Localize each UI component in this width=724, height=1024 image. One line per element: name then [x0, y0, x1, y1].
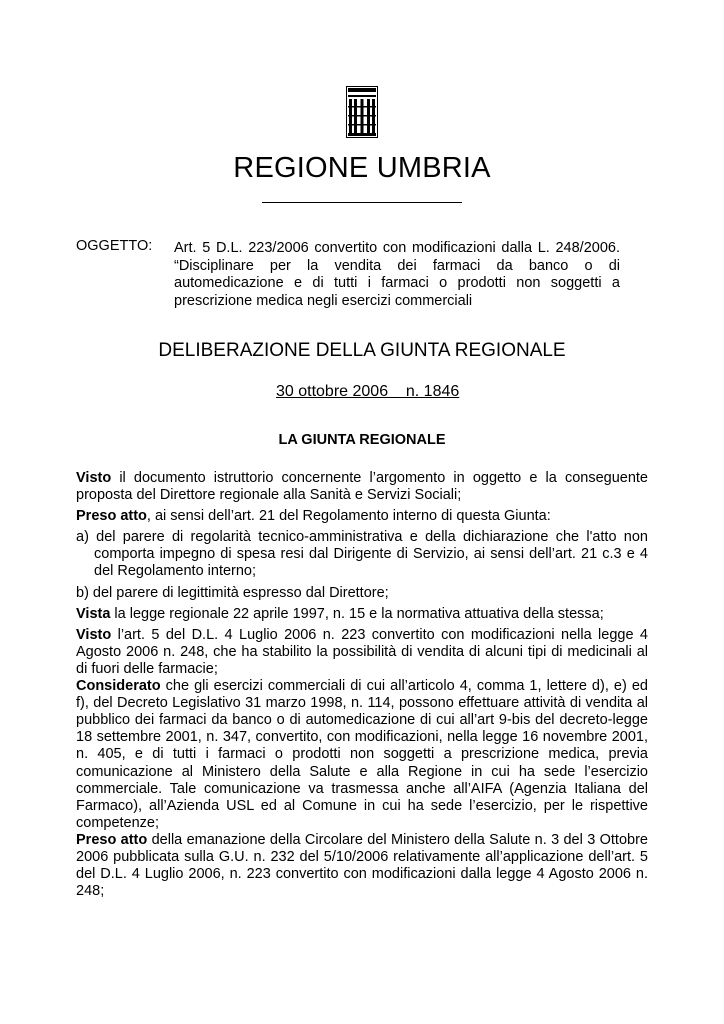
paragraph-item-b — [76, 585, 648, 602]
paragraph-text: a) del parere di regolarità tecnico-amministrativa e della dichiarazione che l'atto non comporta impegno di spesa resi dal Dirigente di Servizio, ai sensi dell’art. 21 c.3 e 4 del Regolamento interno; — [76, 529, 648, 580]
paragraph-text: della emanazione della Circolare del Ministero della Salute n. 3 del 3 Ottobre 2006 pubblicata sulla G.U. n. 232 del 5/10/2006 relativamente all’applicazione dell’art. 5 del D.L. 4 Luglio 2006, n. 223 convertito con modificazioni dalla legge 4 Agosto 2006 n. 248; — [76, 831, 648, 900]
paragraph-visto-art5 — [76, 627, 648, 678]
paragraph-item-a — [76, 529, 648, 580]
paragraph-lead: Preso atto — [76, 831, 148, 848]
paragraph-text: che gli esercizi commerciali di cui all’articolo 4, comma 1, lettere d), e) ed f), del Decreto Legislativo 31 marzo 1998, n. 114, possono effettuare attività di vendita al pubblico dei farmaci da banco o di automedicazione di cui all’art 9-bis del decreto-legge 18 settembre 2001, n. 347, convertito, con modificazioni, nella legge 16 novembre 2001, n. 405, e di tutti i farmaci o prodotti non soggetti a prescrizione medica, previa comunicazione al Ministero della Salute e alla Regione in cui ha sede l’esercizio commerciale. Tale comunicazione va trasmessa anche all’AIFA (Agenzia Italiana del Farmaco), all’Azienda USL ed al Comune in cui ha sede l’esercizio, per le rispettive competenze; — [76, 678, 648, 831]
paragraph-preso-atto-circolare — [76, 832, 648, 900]
region-emblem-icon — [346, 86, 378, 138]
paragraph-text: il documento istruttorio concernente l’argomento in oggetto e la conseguente proposta del Direttore regionale alla Sanità e Servizi Sociali; — [76, 470, 648, 504]
paragraph-lead: Visto — [76, 470, 112, 486]
title-underline-divider — [262, 202, 462, 203]
oggetto-text: Art. 5 D.L. 223/2006 convertito con modificazioni dalla L. 248/2006. “Disciplinare per la vendita dei farmaci da banco o di automedicazione e di tutti i farmaci o prodotti non soggetti a prescrizione medica negli esercizi commerciali — [174, 240, 620, 309]
region-title: REGIONE UMBRIA — [233, 152, 491, 184]
paragraph-visto-documento — [76, 470, 648, 504]
paragraph-text: b) del parere di legittimità espresso dal Direttore; — [76, 584, 389, 601]
paragraph-text: , ai sensi dell’art. 21 del Regolamento interno di questa Giunta: — [146, 508, 551, 525]
paragraph-text: l’art. 5 del D.L. 4 Luglio 2006 n. 223 convertito con modificazioni nella legge 4 Agosto 2006 n. 248, che ha stabilito la possibilità di vendita di alcuni tipi di medicinali al di fuori delle farmacie; — [76, 626, 648, 677]
giunta-heading: LA GIUNTA REGIONALE — [278, 432, 446, 448]
paragraph-lead: Vista — [76, 605, 111, 622]
deliberation-body — [76, 470, 648, 900]
oggetto-label: OGGETTO: — [76, 238, 153, 254]
paragraph-lead: Visto — [76, 626, 112, 643]
paragraph-lead: Considerato — [76, 678, 161, 695]
paragraph-vista-legge — [76, 606, 648, 623]
deliberation-title: DELIBERAZIONE DELLA GIUNTA REGIONALE — [158, 340, 566, 361]
paragraph-preso-atto-regolamento — [76, 508, 648, 525]
paragraph-considerato — [76, 678, 648, 832]
deliberation-date-number: 30 ottobre 2006 n. 1846 — [276, 383, 460, 400]
paragraph-lead: Preso atto — [76, 508, 147, 525]
paragraph-text: la legge regionale 22 aprile 1997, n. 15 e la normativa attuativa della stessa; — [110, 605, 604, 622]
